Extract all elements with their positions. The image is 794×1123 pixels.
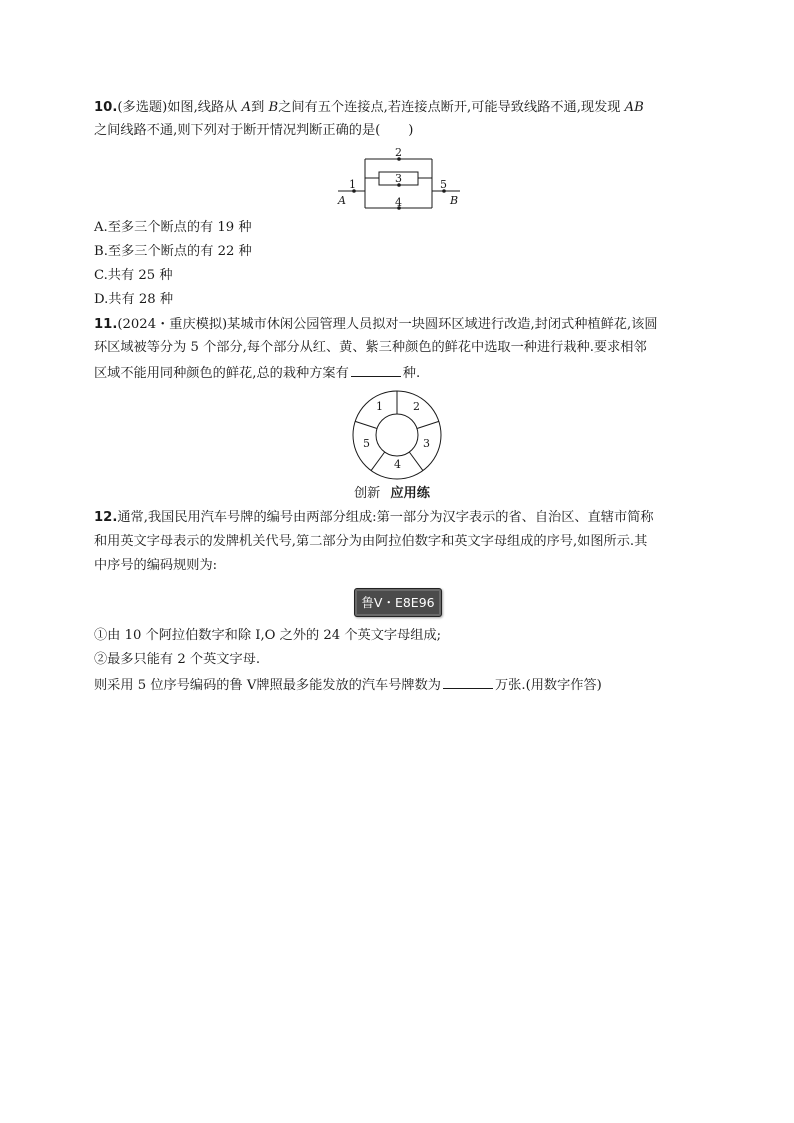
- circuit-label-3: 3: [395, 172, 402, 185]
- license-plate: 鲁V・E8E96: [354, 588, 442, 617]
- option-d: D.共有 28 种: [94, 292, 174, 307]
- var-ab: AB: [624, 100, 644, 115]
- answer-blank: [351, 362, 401, 377]
- ring-diagram: [349, 388, 445, 482]
- section-title: [354, 482, 430, 501]
- var-b: B: [268, 100, 279, 115]
- q12-rule-2: ②最多只能有 2 个英文字母.: [94, 652, 261, 667]
- q10-text: 之间有五个连接点,若连接点断开,可能导致线路不通,现发现: [278, 100, 625, 115]
- ring-label-4: 4: [394, 458, 401, 471]
- option-c: C.共有 25 种: [94, 268, 173, 283]
- q12-line-3: 中序号的编码规则为:: [94, 558, 218, 573]
- q11-line-3: [94, 362, 420, 384]
- q10-text: ): [408, 123, 414, 138]
- circuit-end-b: B: [450, 194, 459, 207]
- ring-label-1: 1: [376, 400, 383, 413]
- q12-text: 万张.(用数字作答): [495, 678, 602, 693]
- section-title-part-2: 应用练: [390, 486, 430, 501]
- q10-number: 10.: [94, 100, 118, 115]
- q11-number: 11.: [94, 317, 118, 332]
- ring-label-5: 5: [363, 437, 370, 450]
- q12-text: 通常,我国民用汽车号牌的编号由两部分组成:第一部分为汉字表示的省、自治区、直辖市简称: [117, 510, 654, 525]
- var-a: A: [241, 100, 252, 115]
- section-title-part-1: 创新: [354, 486, 381, 501]
- circuit-label-4: 4: [395, 196, 402, 209]
- q10-line-2: [94, 121, 413, 141]
- q12-line-2: 和用英文字母表示的发牌机关代号,第二部分为由阿拉伯数字和英文字母组成的序号,如图所示.其: [94, 534, 648, 549]
- q12-text: 则采用 5 位序号编码的鲁 V牌照最多能发放的汽车号牌数为: [94, 678, 441, 693]
- answer-blank: [443, 674, 493, 689]
- circuit-label-2: 2: [395, 146, 402, 159]
- q12-line-1: [94, 508, 654, 528]
- ring-label-2: 2: [413, 400, 420, 413]
- q11-text: (2024・重庆模拟)某城市休闲公园管理人员拟对一块圆环区域进行改造,封闭式种植鲜花,该圆: [117, 317, 658, 332]
- q11-text: 区域不能用同种颜色的鲜花,总的栽种方案有: [94, 366, 349, 381]
- q12-number: 12.: [94, 510, 118, 525]
- circuit-label-5: 5: [440, 178, 447, 191]
- q10-text: 到: [251, 100, 269, 115]
- q10-text: 之间线路不通,则下列对于断开情况判断正确的是(: [94, 123, 381, 138]
- q11-line-1: [94, 315, 658, 335]
- q12-rule-1: ①由 10 个阿拉伯数字和除 I,O 之外的 24 个英文字母组成;: [94, 628, 442, 643]
- option-a: A.至多三个断点的有 19 种: [94, 220, 252, 235]
- ring-label-3: 3: [423, 437, 430, 450]
- q11-line-2: 环区域被等分为 5 个部分,每个部分从红、黄、紫三种颜色的鲜花中选取一种进行栽种.要求相邻: [94, 340, 647, 355]
- circuit-diagram: [334, 142, 466, 212]
- circuit-label-1: 1: [349, 178, 356, 191]
- circuit-end-a: A: [338, 194, 346, 207]
- q11-text: 种.: [402, 366, 421, 381]
- option-b: B.至多三个断点的有 22 种: [94, 244, 252, 259]
- q10-text: (多选题)如图,线路从: [117, 100, 242, 115]
- q10-line-1: [94, 98, 644, 118]
- q12-line-4: [94, 674, 602, 696]
